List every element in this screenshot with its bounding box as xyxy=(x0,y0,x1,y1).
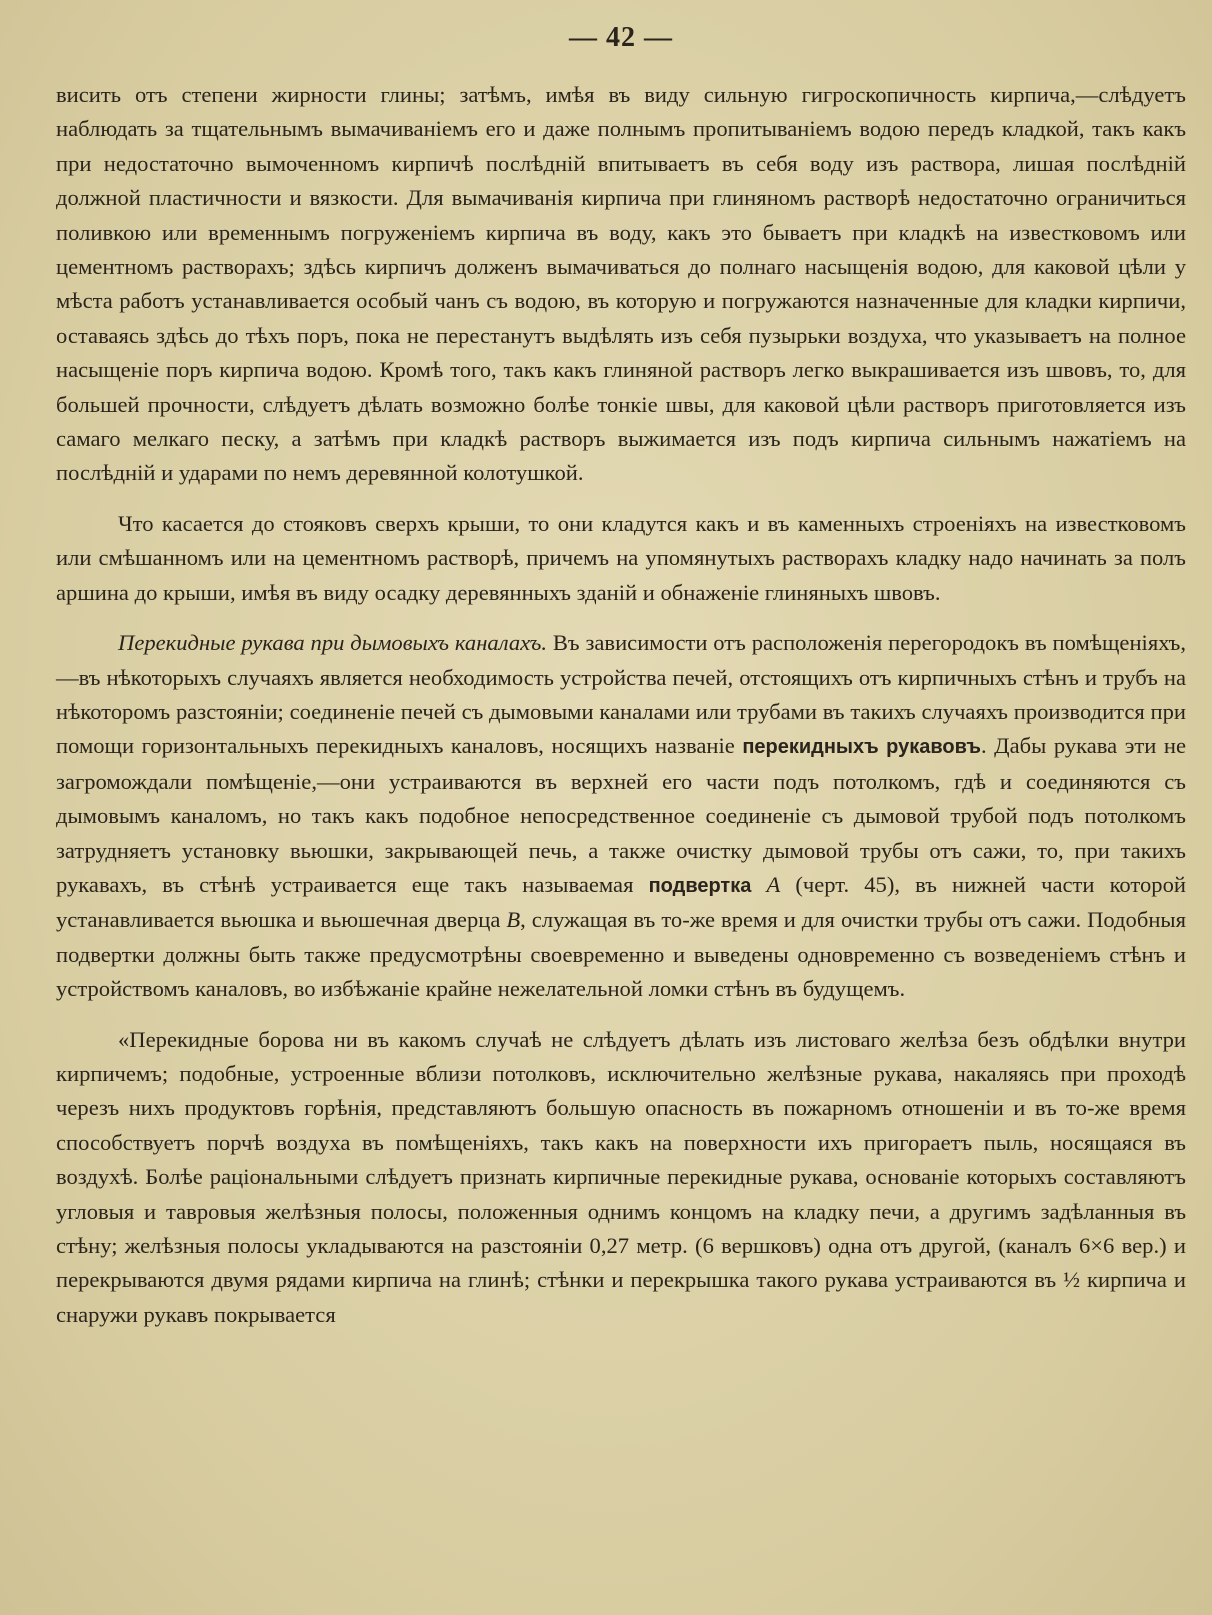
paragraph-1: висить отъ степени жирности глины; затѣмъ, имѣя въ виду сильную гигроскопичность кирпича,—слѣдуетъ наблюдать за тщательнымъ вымачиваніемъ его и даже полнымъ пропитываніемъ водою передъ кладкой, такъ какъ при недостаточно вымоченномъ кирпичѣ послѣдній впитываетъ въ себя воду изъ раствора, лишая послѣдній должной пластичности и вязкости. Для вымачиванія кирпича при глиняномъ растворѣ недостаточно ограничиться поливкою или временнымъ погруженіемъ кирпича въ воду, какъ это бываетъ при кладкѣ на известковомъ или цементномъ растворахъ; здѣсь кирпичъ долженъ вымачиваться до полнаго насыщенія водою, для каковой цѣли у мѣста работъ устанавливается особый чанъ съ водою, въ которую и погружаются назначенные для кладки кирпичи, оставаясь здѣсь до тѣхъ поръ, пока не перестанутъ выдѣлять изъ себя пузырьки воздуха, что указываетъ на полное насыщеніе поръ кирпича водою. Кромѣ того, такъ какъ глиняной растворъ легко выкрашивается изъ швовъ, то, для большей прочности, слѣдуетъ дѣлать возможно болѣе тонкіе швы, для каковой цѣли растворъ приготовляется изъ самаго мелкаго песку, а затѣмъ при кладкѣ растворъ выжимается изъ подъ кирпича сильнымъ нажатіемъ на послѣдній и ударами по немъ деревянной колотушкой. xyxy=(56,82,1186,486)
paragraph-3-text-a: Въ зависимости отъ расположенія перегородокъ въ помѣщеніяхъ,—въ нѣкоторыхъ случаяхъ является необходимость устройства печей, отстоящихъ отъ кирпичныхъ стѣнъ и трубъ на нѣкоторомъ разстояніи; соединеніе печей съ дымовыми каналами или трубами въ такихъ случаяхъ производится при помощи горизонтальныхъ перекидныхъ каналовъ, носящихъ названіе xyxy=(56,630,1186,759)
section-heading-inline: Перекидные рукава при дымовыхъ каналахъ. xyxy=(118,630,547,656)
paragraph-4: «Перекидные борова ни въ какомъ случаѣ не слѣдуетъ дѣлать изъ листоваго желѣза безъ обдѣлки внутри кирпичемъ; подобные, устроенные вблизи потолковъ, исключительно желѣзные рукава, накаляясь при проходѣ черезъ нихъ продуктовъ горѣнія, представляютъ большую опасность въ пожарномъ отношеніи и въ то-же время способствуетъ порчѣ воздуха въ помѣщеніяхъ, такъ какъ на поверхности ихъ пригораетъ пыль, носящаяся въ воздухѣ. Болѣе раціональными слѣдуетъ признать кирпичные перекидные рукава, основаніе которыхъ составляютъ угловыя и тавровыя желѣзныя полосы, положенныя однимъ концомъ на кладку печи, а другимъ задѣланныя въ стѣну; желѣзныя полосы укладываются на разстояніи 0,27 метр. (6 вершковъ) одна отъ другой, (каналъ 6×6 вер.) и перекрываются двумя рядами кирпича на глинѣ; стѣнки и перекрышка такого рукава устраиваются въ ½ кирпича и снаружи рукавъ покрывается xyxy=(56,1026,1186,1327)
figure-letter-a: А xyxy=(766,871,781,897)
paragraph-3-text-b: . Дабы рукава эти не загромождали помѣщеніе,—они устраиваются въ верхней его части подъ потолкомъ, гдѣ и соединяются съ дымовымъ каналомъ, но такъ какъ подобное непосредственное соединеніе съ дымовой трубой подъ потолкомъ затрудняетъ установку вьюшки, закрывающей печь, а также очистку дымовой трубы отъ сажи, то, при такихъ рукавахъ, въ стѣнѣ устраивается еще такъ называемая xyxy=(56,733,1187,897)
term-perekidnye-rukava: перекидныхъ рукавовъ xyxy=(742,736,981,759)
paragraph-3 xyxy=(56,626,1186,1006)
paragraph-3-text-d: , служащая въ то-же время и для очистки трубы отъ сажи. Подобныя подвертки должны быть также предусмотрѣны своевременно и выведены одновременно съ возведеніемъ стѣнъ и устройствомъ каналовъ, во избѣжаніе крайне нежелательной ломки стѣнъ въ будущемъ. xyxy=(56,907,1186,1002)
term-podvertka: подвертка xyxy=(648,874,752,897)
paragraph-2: Что касается до стояковъ сверхъ крыши, то они кладутся какъ и въ каменныхъ строеніяхъ на известковомъ или смѣшанномъ или на цементномъ растворѣ, причемъ на упомянутыхъ растворахъ кладку надо начинать за полъ аршина до крыши, имѣя въ виду осадку деревянныхъ зданій и обнаженіе глиняныхъ швовъ. xyxy=(56,510,1186,605)
figure-letter-b: В xyxy=(506,907,521,933)
paragraph-3-text-c: (черт. 45), въ нижней части которой устанавливается вьюшка и вьюшечная дверца xyxy=(56,871,1186,933)
page-number: — 42 — xyxy=(569,22,673,53)
